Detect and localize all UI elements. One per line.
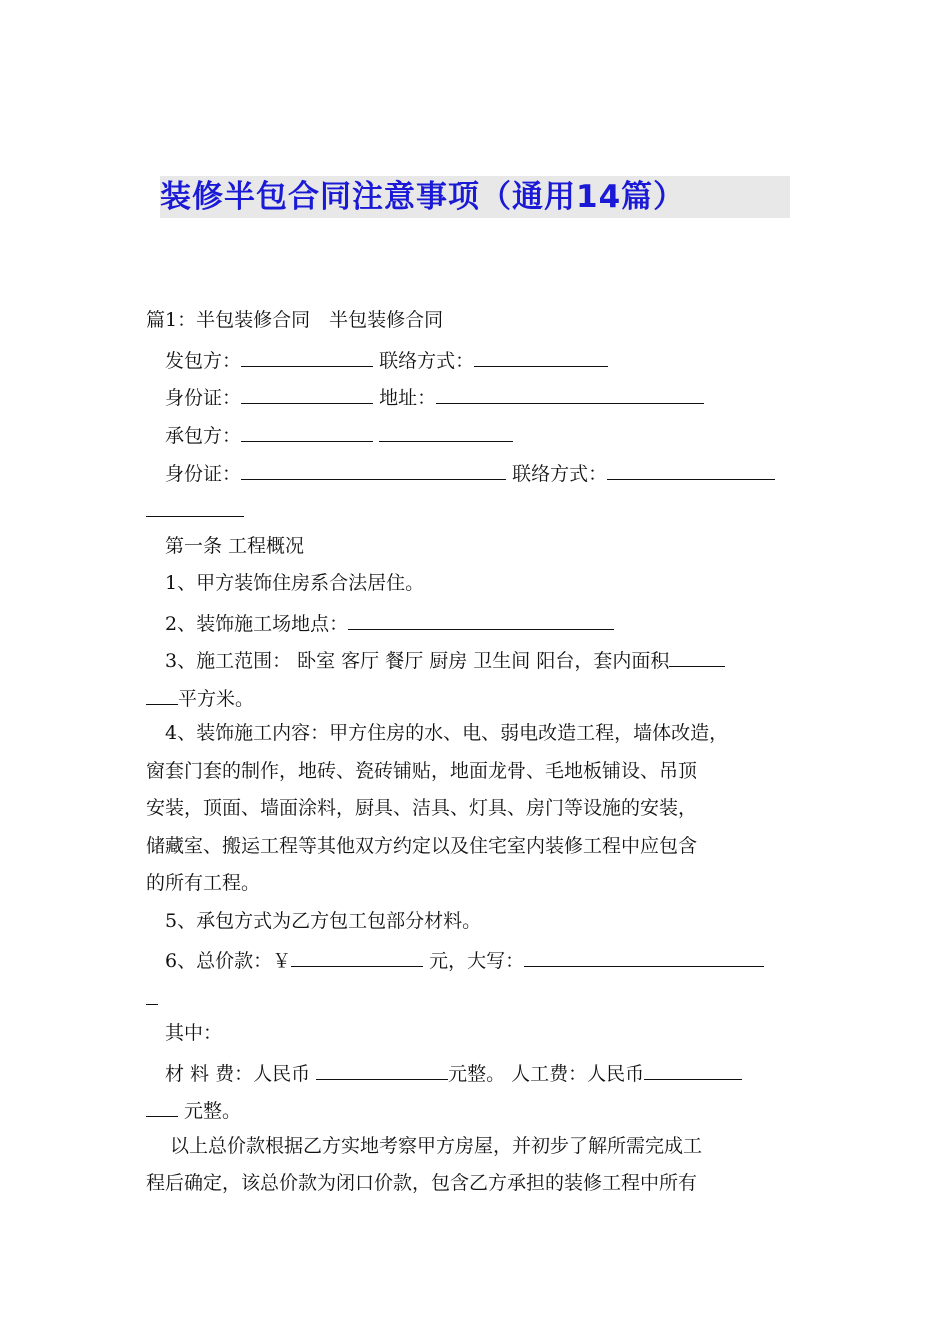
label-address: 地址： (379, 387, 437, 409)
label-capital: 元，大写： (429, 950, 525, 972)
text-line (165, 1059, 742, 1086)
text-line (165, 421, 513, 448)
text-line: 其中： (165, 1022, 223, 1044)
text-line: 储藏室、搬运工程等其他双方约定以及住宅室内装修工程中应包含 (146, 835, 698, 857)
blank-line (607, 459, 775, 480)
label-employer: 发包方： (165, 350, 242, 372)
label-material-fee: 材 料 费：人民币 (165, 1063, 311, 1085)
text-line (165, 383, 704, 410)
text-line (146, 496, 244, 523)
label-scope: 3、施工范围： 卧室 客厅 餐厅 厨房 卫生间 阳台，套内面积 (165, 650, 670, 672)
text-line (165, 646, 725, 673)
blank-line (241, 346, 373, 367)
blank-line (348, 609, 614, 630)
label-contact: 联络方式： (379, 350, 475, 372)
blank-line (146, 1096, 178, 1117)
text-line (165, 946, 764, 973)
label-unit: 平方米。 (178, 688, 255, 710)
blank-line (524, 946, 764, 967)
text-line: 4、装饰施工内容：甲方住房的水、电、弱电改造工程，墙体改造， (165, 722, 729, 744)
label-contractor: 承包方： (165, 425, 242, 447)
blank-line (474, 346, 608, 367)
text-line: 1、甲方装饰住房系合法居住。 (165, 572, 425, 594)
text-line: 安装，顶面、墙面涂料，厨具、洁具、灯具、房门等设施的安装， (146, 797, 698, 819)
text-line: 窗套门套的制作，地砖、瓷砖铺贴，地面龙骨、毛地板铺设、吊顶 (146, 760, 698, 782)
blank-line (241, 459, 506, 480)
label-yuan: 元整。 (184, 1100, 242, 1122)
blank-line (241, 383, 373, 404)
text-line (165, 459, 775, 486)
label-id: 身份证： (165, 387, 242, 409)
blank-line (146, 984, 158, 1005)
text-line (165, 609, 614, 636)
text-line (146, 984, 158, 1011)
text-line: 的所有工程。 (146, 872, 261, 894)
article-heading: 第一条 工程概况 (165, 535, 305, 557)
blank-line (669, 646, 725, 667)
blank-line (291, 946, 423, 967)
blank-line (436, 383, 704, 404)
section-heading: 篇1：半包装修合同 半包装修合同 (146, 309, 444, 331)
blank-line (146, 496, 244, 517)
text-line (146, 1096, 241, 1123)
document-title: 装修半包合同注意事项（通用14篇） (160, 176, 790, 218)
text-line (146, 684, 254, 711)
text-line: 5、承包方式为乙方包工包部分材料。 (165, 910, 482, 932)
label-contact: 联络方式： (512, 463, 608, 485)
blank-line (241, 421, 373, 442)
text-line: 以上总价款根据乙方实地考察甲方房屋，并初步了解所需完成工 (170, 1135, 703, 1157)
label-total: 6、总价款：￥ (165, 950, 292, 972)
blank-line (644, 1059, 742, 1080)
label-site: 2、装饰施工场地点： (165, 613, 349, 635)
label-id: 身份证： (165, 463, 242, 485)
blank-line (146, 684, 178, 705)
text-line (165, 346, 608, 373)
text-line: 程后确定，该总价款为闭口价款，包含乙方承担的装修工程中所有 (146, 1172, 698, 1194)
label-labor-fee: 元整。 人工费：人民币 (448, 1063, 645, 1085)
blank-line (379, 421, 513, 442)
blank-line (316, 1059, 448, 1080)
